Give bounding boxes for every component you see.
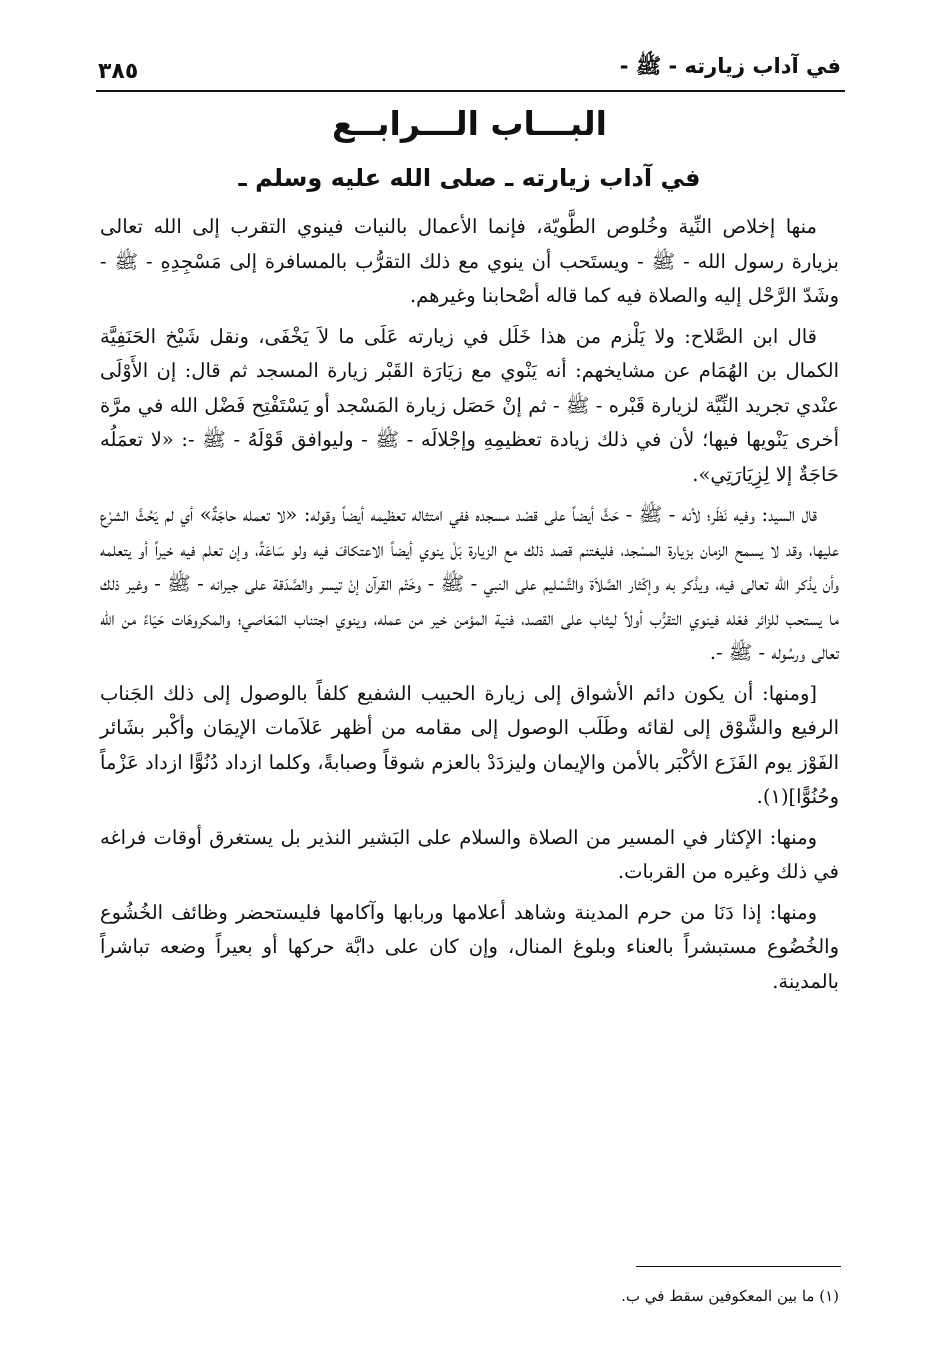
paragraph: ومنها: إذا دَنَا من حرم المدينة وشاهد أعلامها وربابها وآكامها فليستحضر وظائف الخُشُوع والخُضُوع مستبشراً بالعناء وبلوغ المنال، وإن كان على دابَّة حركها أو بعيراً وضعه تباشراً بالمدينة. bbox=[100, 900, 839, 993]
body-text bbox=[100, 210, 839, 1005]
paragraph: منها إخلاص النِّية وخُلوص الطَّويّة، فإنما الأعمال بالنيات فينوي التقرب إلى الله تعالى بزيارة رسول الله - ﷺ - ويستَحب أن ينوي مع ذلك التقرُّب بالمسافرة إلى مَسْجِدِهِ - ﷺ - وشَدّ الرَّحْل إليه والصلاة فيه كما قاله أصْحابنا وغيرهم. bbox=[100, 215, 839, 307]
footnote: (١) ما بين المعكوفين سقط في ب. bbox=[621, 1287, 839, 1305]
paragraph: ومنها: الإكثار في المسير من الصلاة والسلام على البَشير النذير بل يستغرق أوقات فراغه في ذلك وغيره من القربات. bbox=[100, 825, 839, 883]
paragraph: قال ابن الصَّلاح: ولا يَلْزم من هذا خَلَل في زيارته عَلَى ما لاَ يَخْفَى، ونقل شَيْخ الحَنَفِيَّة الكمال بن الهُمَام عن مشايخهم: أنه يَنْوي مع زيَارَة القَبْر زيارة المسجد ثم قال: إن الأَوْلَى عنْدي تجريد النِّيَّة لزيارة قَبْره - ﷺ - ثم إنْ حَصَل زيارة المَسْجد أو يَسْتَفْتِح فَضْل الله في مرَّة أخرى يَنْويها فيها؛ لأن في ذلك زيادة تعظيمِهِ وإجْلالَه - ﷺ - وليوافق قَوْلَهُ - ﷺ -: «لا تعمَلُه حَاجَةٌ إلا لِزِيَارَتِي». bbox=[100, 324, 839, 486]
paragraph: قال السيد: وفيه نَظَر؛ لأنه - ﷺ - حَثَّ أيضاً على قصْد مسجده ففي امتثاله تعظيمه أيضاً وقوله: «لا تعمله حاجَةٌ» أي لم يَحُثَّ الشرْع عليها، وقد لا يسمح الزمان بزيارة المسْجد، فليغتنم قصد ذلك مع الزيارة بَلْ ينوي أيضاً الاعتكافَ فيه ولو سَاعَةً، وإن تعلم فيه خيراً أو يتعلمه وأن يذْكر الله تعالى فيه، ويذْكر به وإكْثار الصَّلاَة والتَّسْليم على النبي - ﷺ - وخَتْم القرآن إنْ تيسر والصَّدَقة على جيرانه - ﷺ - وغير ذلك ما يستحب للزائر فعْله فينوي التقرُّب أولاً ليثاب على القصد، فنية المؤمن خير من عمله، وينوي اجتناب المَعَاصي؛ والمكروهَات حَيَاءً من الله تعالى ورسُوله - ﷺ -. bbox=[100, 503, 839, 664]
paragraph: [ومنها: أن يكون دائم الأشواق إلى زيارة الحبيب الشفيع كلفاً بالوصول إلى ذلك الجَناب الرفيع والشَّوْق إلى لقائه وطَلَب الوصول إلى مقامه من أظهر عَلاَمات الإيمَان وأكْبر بشَائر الفَوْز يوم الفَزَع الأكْبَر بالأمن والإيمان وليزدَدْ بالعزم شوقاً وصبابةً، وكلما ازداد دُنُوًّا ازداد عَزْماً وحُنُوًّا](١). bbox=[100, 681, 839, 808]
chapter-subtitle: في آداب زيارته ـ صلى الله عليه وسلم ـ bbox=[238, 164, 701, 192]
page-number: ٣٨٥ bbox=[98, 59, 139, 84]
chapter-title: البـــاب الـــرابــع bbox=[332, 104, 607, 143]
running-header bbox=[98, 44, 841, 84]
footnote-rule bbox=[636, 1266, 841, 1267]
header-rule bbox=[96, 90, 845, 92]
running-title: في آداب زيارته - ﷺ - bbox=[619, 54, 841, 78]
